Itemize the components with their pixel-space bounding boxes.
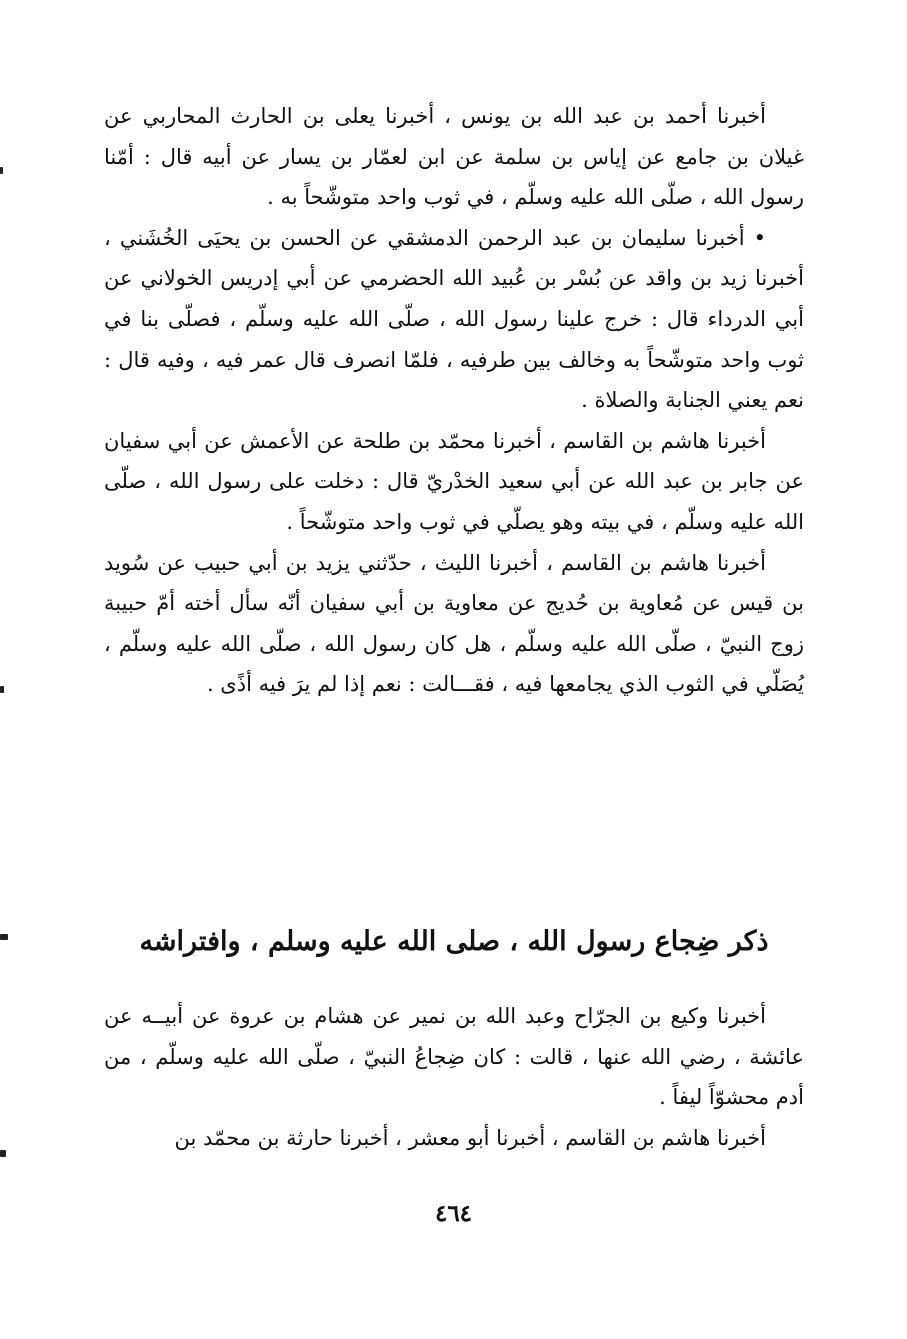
- hadith-paragraph: أخبرنا هاشم بن القاسم ، أخبرنا محمّد بن طلحة عن الأعمش عن أبي سفيان عن جابر بن عبد الله عن أبي سعيد الخدْريّ قال : دخلت على رسول الله ، صلّى الله عليه وسلّم ، في بيته وهو يصلّي في ثوب واحد متوشّحاً .: [104, 428, 804, 534]
- hadith-text-block: [104, 96, 804, 705]
- margin-mark: [0, 934, 8, 940]
- margin-mark: [0, 167, 3, 174]
- hadith-paragraph: أخبرنا هاشم بن القاسم ، أخبرنا الليث ، حدّثني يزيد بن أبي حبيب عن سُويد بن قيس عن مُعاوية بن حُديج عن معاوية بن أبي سفيان أنّه سأل أخته أمّ حبيبة زوج النبيّ ، صلّى الله عليه وسلّم ، هل كان رسول الله ، صلّى الله عليه وسلّم ، يُصَلّي في الثوب الذي يجامعها فيه ، فقـــالت : نعم إذا لم يرَ فيه أذًى .: [104, 550, 804, 697]
- hadith-paragraph: أخبرنا هاشم بن القاسم ، أخبرنا أبو معشر ، أخبرنا حارثة بن محمّد بن: [174, 1125, 766, 1150]
- hadith-paragraph: • أخبرنا سليمان بن عبد الرحمن الدمشقي عن الحسن بن يحيَى الخُشَني ، أخبرنا زيد بن واقد عن بُسْر بن عُبيد الله الحضرمي عن أبي إدريس الخولاني عن أبي الدرداء قال : خرج علينا رسول الله ، صلّى الله عليه وسلّم ، فصلّى بنا في ثوب واحد متوشّحاً به وخالف بين طرفيه ، فلمّا انصرف قال عمر فيه ، وفيه قال : نعم يعني الجنابة والصلاة .: [104, 225, 804, 413]
- margin-mark: [0, 686, 4, 693]
- hadith-paragraph: أخبرنا وكيع بن الجرّاح وعبد الله بن نمير عن هشام بن عروة عن أبيــه عن عائشة ، رضي الله عنها ، قالت : كان ضِجاعُ النبيّ ، صلّى الله عليه وسلّم ، من أدم محشوّاً ليفاً .: [104, 1004, 804, 1110]
- page-number: ٤٦٤: [434, 1200, 473, 1227]
- section-text-block: [104, 996, 804, 1158]
- section-heading: ذكر ضِجاع رسول الله ، صلى الله عليه وسلم ، وافتراشه: [139, 926, 769, 957]
- hadith-paragraph: أخبرنا أحمد بن عبد الله بن يونس ، أخبرنا يعلى بن الحارث المحاربي عن غيلان بن جامع عن إياس بن سلمة عن ابن لعمّار بن يسار عن أبيه قال : أمّنا رسول الله ، صلّى الله عليه وسلّم ، في ثوب واحد متوشّحاً به .: [104, 104, 804, 210]
- margin-mark: [0, 1150, 6, 1157]
